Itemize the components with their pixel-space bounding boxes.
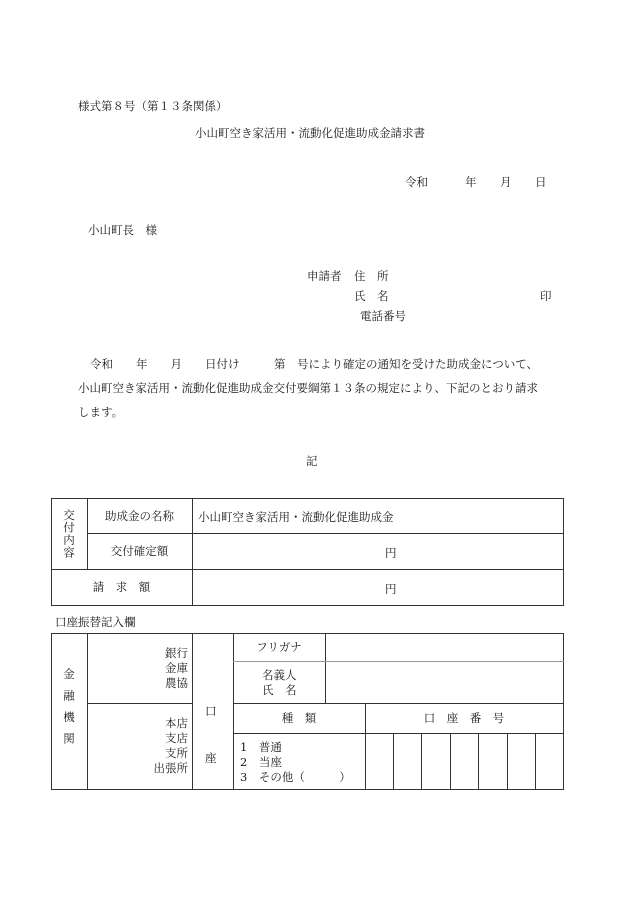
- date-era: 令和: [405, 175, 428, 189]
- applicant-name-label: 氏 名: [354, 289, 389, 303]
- account-holder-label: 名義人 氏 名: [262, 668, 297, 697]
- confirmed-amount-label: 交付確定額: [110, 544, 169, 558]
- account-type-current: 2 当座: [240, 755, 282, 769]
- applicant-address-label: 住 所: [354, 269, 389, 283]
- grant-group-label: 交付内容: [62, 508, 76, 559]
- bank-type-shinkin: 金庫: [165, 661, 188, 675]
- confirmed-amount-unit: 円: [385, 546, 397, 560]
- date-month: 月: [500, 175, 512, 189]
- bank-type-bank: 銀行: [165, 646, 188, 660]
- date-day: 日: [535, 175, 547, 189]
- account-number-header: 口 座 番 号: [423, 711, 505, 725]
- bank-type-nokyo: 農協: [165, 676, 188, 690]
- financial-institution-label: 金融機関: [62, 668, 76, 754]
- furigana-label: フリガナ: [256, 640, 302, 654]
- ki-heading: 記: [306, 454, 318, 468]
- request-amount-label: 請 求 額: [92, 580, 151, 594]
- account-section-label: 口座振替記入欄: [55, 615, 136, 629]
- branch-type-head: 本店: [165, 716, 188, 730]
- grant-name-label: 助成金の名称: [105, 508, 174, 523]
- account-type-other: 3 その他（ ）: [240, 770, 351, 784]
- applicant-label: 申請者: [307, 269, 342, 283]
- grant-name-value: 小山町空き家活用・流動化促進助成金: [198, 510, 394, 524]
- branch-type-office: 支所: [165, 746, 188, 760]
- date-year: 年: [465, 175, 477, 189]
- request-amount-unit: 円: [385, 582, 397, 596]
- koza-label-bottom: 座: [205, 751, 217, 765]
- branch-type-options: [140, 716, 188, 776]
- addressee: 小山町長 様: [88, 223, 157, 237]
- account-type-options: [240, 740, 351, 785]
- document-title: 小山町空き家活用・流動化促進助成金請求書: [195, 126, 425, 140]
- account-type-ordinary: 1 普通: [240, 740, 282, 754]
- form-number: 様式第８号（第１３条関係）: [78, 99, 228, 113]
- body-line-2: 小山町空き家活用・流動化促進助成金交付要綱第１３条の規定により、下記のとおり請求: [78, 381, 538, 395]
- seal-mark: 印: [540, 289, 552, 303]
- account-type-header: 種 類: [281, 711, 317, 725]
- applicant-phone-label: 電話番号: [360, 309, 406, 323]
- bank-type-options: [140, 646, 188, 691]
- branch-type-agency: 出張所: [153, 761, 188, 775]
- branch-type-branch: 支店: [165, 731, 188, 745]
- koza-label-top: 口: [205, 704, 217, 718]
- body-line-1: 令和 年 月 日付け 第 号により確定の通知を受けた助成金について、: [90, 357, 539, 371]
- body-line-3: します。: [78, 405, 124, 419]
